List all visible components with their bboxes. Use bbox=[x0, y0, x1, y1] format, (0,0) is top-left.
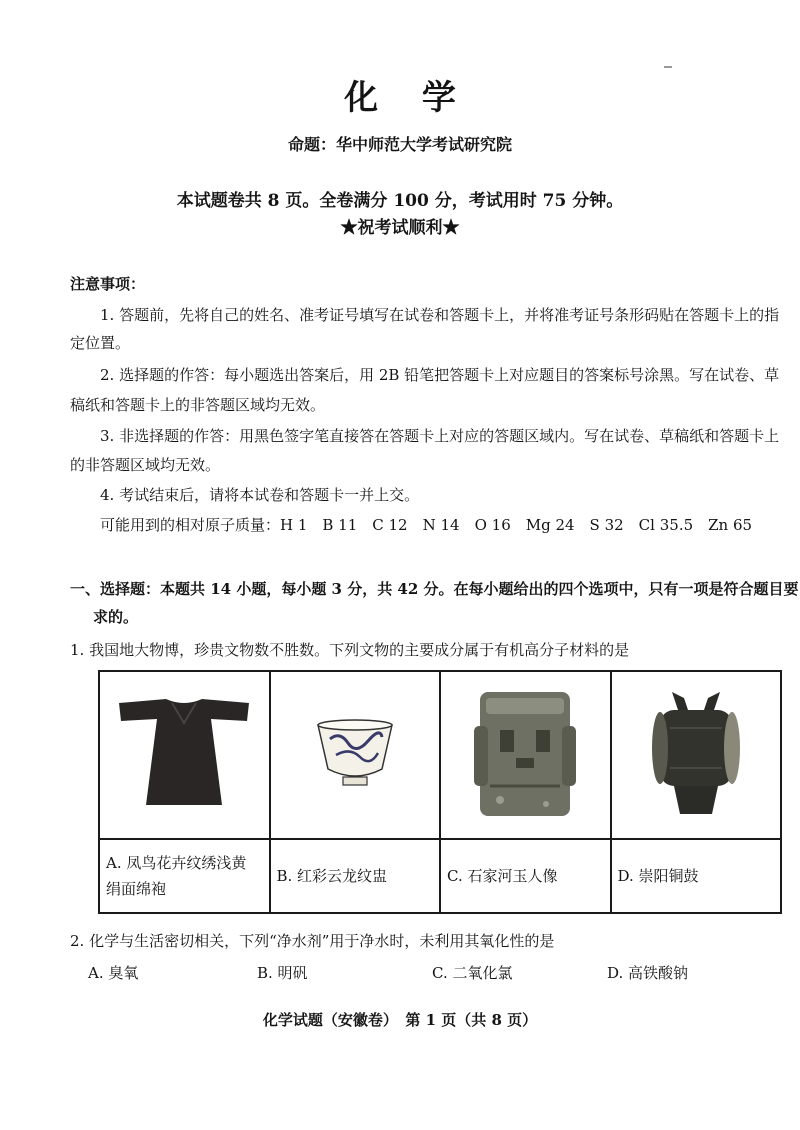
notice-item-3-line-1: 3. 非选择题的作答：用黑色签字笔直接答在答题卡上对应的答题区域内。写在试卷、草稿纸和答题卡上 bbox=[100, 427, 780, 445]
notice-item-2-line-1: 2. 选择题的作答：每小题选出答案后，用 2B 铅笔把答题卡上对应题目的答案标号涂黑。写在试卷、草 bbox=[100, 366, 780, 384]
option-c-label: C. 石家河玉人像 bbox=[440, 839, 611, 913]
author-line: 命题：华中师范大学考试研究院 bbox=[287, 135, 512, 154]
notice-item-2-line-2: 稿纸和答题卡上的非答题区域均无效。 bbox=[70, 396, 326, 414]
option-a-label: A. 凤鸟花卉纹绣浅黄 绢面绵袍 bbox=[99, 839, 270, 913]
section-heading-line-2: 求的。 bbox=[93, 608, 139, 626]
q1-options-table bbox=[98, 670, 782, 914]
q2-option-c: C. 二氧化氯 bbox=[432, 964, 513, 982]
notice-heading: 注意事项： bbox=[70, 275, 146, 293]
option-b-image-cell bbox=[270, 671, 441, 839]
q2-option-a: A. 臭氧 bbox=[88, 964, 139, 982]
notice-item-3-line-2: 的非答题区域均无效。 bbox=[70, 456, 221, 474]
good-luck-line: ★祝考试顺利★ bbox=[340, 218, 460, 238]
q2-option-d: D. 高铁酸钠 bbox=[607, 964, 689, 982]
jade-figure-icon bbox=[470, 686, 580, 821]
option-c-image-cell bbox=[440, 671, 611, 839]
q2-stem: 2. 化学与生活密切相关，下列“净水剂”用于净水时，未利用其氧化性的是 bbox=[70, 932, 555, 950]
robe-icon bbox=[114, 693, 254, 813]
q2-option-b: B. 明矾 bbox=[257, 964, 308, 982]
option-b-label: B. 红彩云龙纹盅 bbox=[270, 839, 441, 913]
option-d-label: D. 崇阳铜鼓 bbox=[611, 839, 782, 913]
exam-info: 本试题卷共 8 页。全卷满分 100 分，考试用时 75 分钟。 bbox=[176, 191, 624, 211]
option-d-image-cell bbox=[611, 671, 782, 839]
porcelain-cup-icon bbox=[310, 713, 400, 793]
page-title: 化 学 bbox=[344, 78, 472, 118]
notice-item-1-line-1: 1. 答题前，先将自己的姓名、准考证号填写在试卷和答题卡上，并将准考证号条形码贴在答题卡上的指 bbox=[100, 306, 780, 324]
scan-mark bbox=[664, 66, 672, 68]
q1-stem: 1. 我国地大物博，珍贵文物数不胜数。下列文物的主要成分属于有机高分子材料的是 bbox=[70, 641, 630, 659]
notice-item-1-line-2: 定位置。 bbox=[70, 334, 131, 352]
atomic-masses: 可能用到的相对原子质量：H 1 B 11 C 12 N 14 O 16 Mg 24 S 32 Cl 35.5 Zn 65 bbox=[100, 516, 753, 534]
notice-item-4: 4. 考试结束后，请将本试卷和答题卡一并上交。 bbox=[100, 486, 420, 504]
page-footer: 化学试题（安徽卷） 第 1 页（共 8 页） bbox=[262, 1011, 538, 1029]
section-heading-line-1: 一、选择题：本题共 14 小题，每小题 3 分，共 42 分。在每小题给出的四个选项中，只有一项是符合题目要 bbox=[70, 580, 799, 598]
bronze-drum-icon bbox=[646, 688, 746, 818]
option-a-image-cell bbox=[99, 671, 270, 839]
